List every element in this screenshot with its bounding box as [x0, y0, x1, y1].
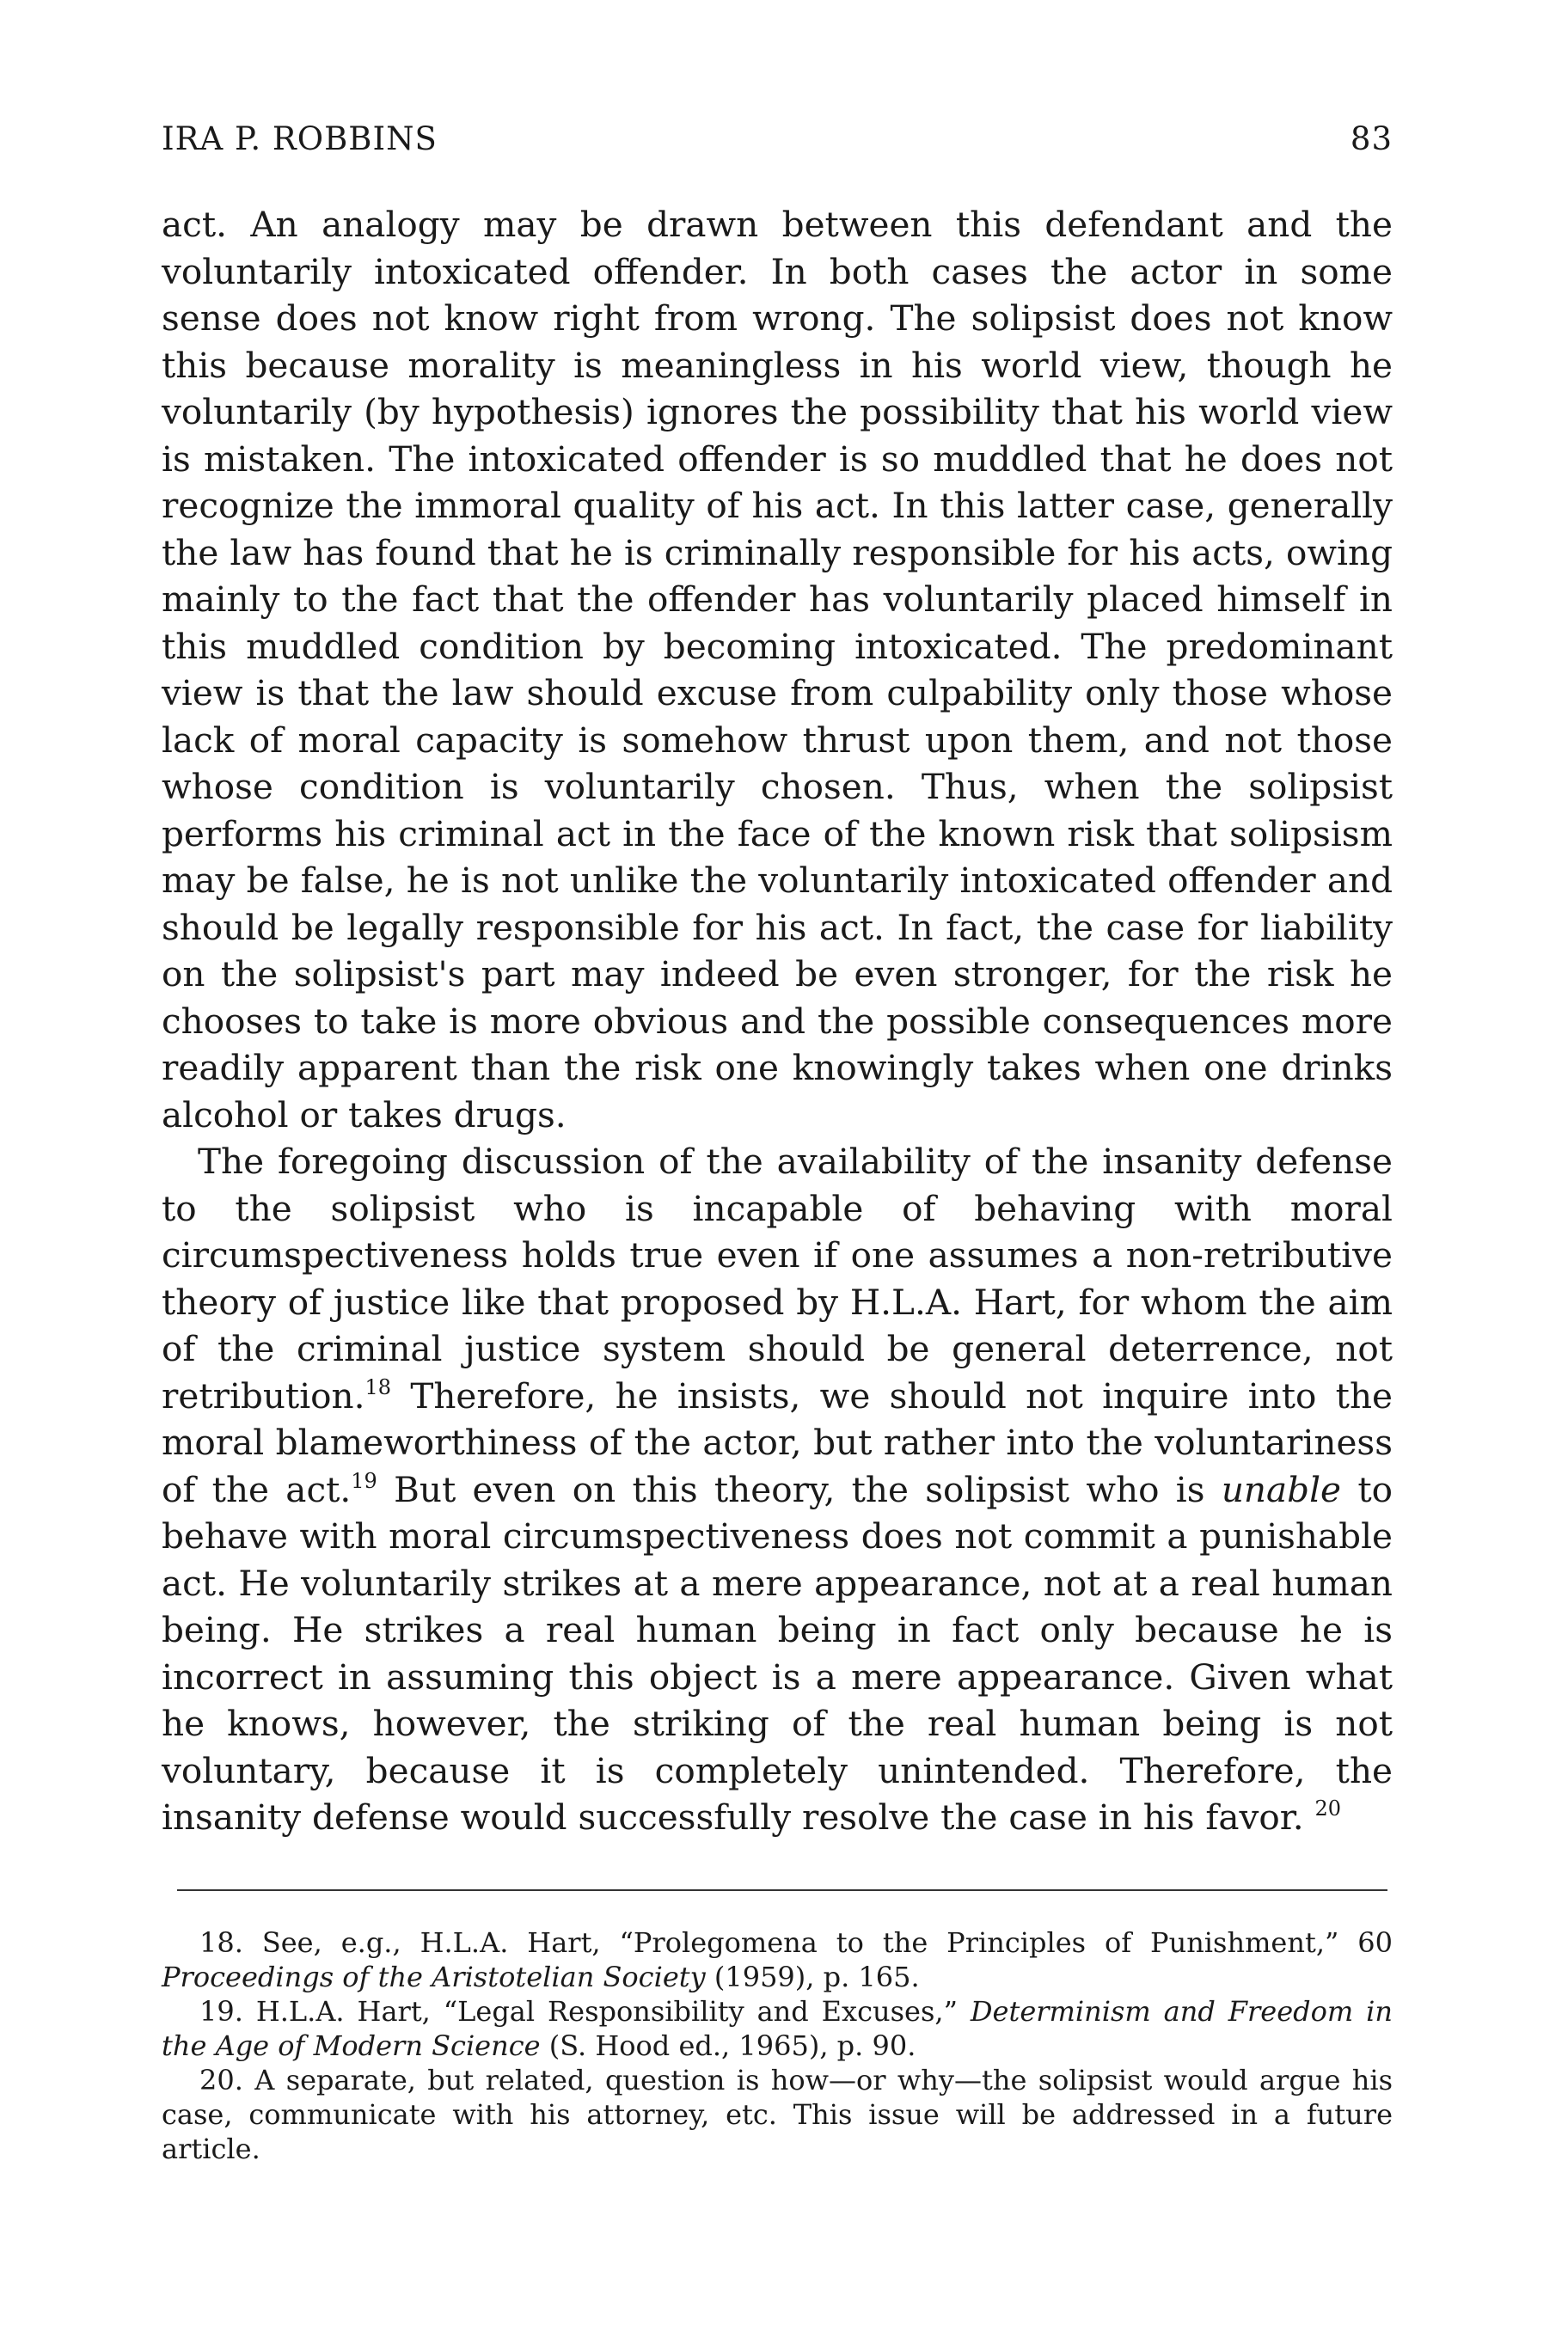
- footnote-19-text-b: (S. Hood ed., 1965), p. 90.: [540, 2029, 916, 2062]
- paragraph-2: [162, 1138, 1393, 1841]
- footnote-18-text-a: 18. See, e.g., H.L.A. Hart, “Prolegomena to the Principles of Punishment,” 60: [199, 1925, 1393, 1959]
- footnotes: [162, 1925, 1393, 2166]
- page-number: 83: [1350, 120, 1393, 157]
- paragraph-2-part-a: The foregoing discussion of the availability of the insanity defense to the solipsist who is incapable of behaving with moral circumspectiveness holds true even if one assumes a non-retributive theory of justice like that proposed by H.L.A. Hart, for whom the aim of the criminal justice system should be general deterrence, not retribution.: [162, 1141, 1393, 1417]
- footnote-ref-19: 19: [351, 1468, 377, 1493]
- footnote-divider: [177, 1889, 1387, 1891]
- footnote-19-text-a: 19. H.L.A. Hart, “Legal Responsibility and Excuses,”: [199, 1994, 971, 2028]
- paragraph-2-part-d: to behave with moral circumspectiveness does not commit a punishable act. He voluntarily strikes at a mere appearance, not at a real human being. He strikes a real human being in fact only because he is incorrect in assuming this object is a mere appearance. Given what he knows, however, the striking of the real human being is not voluntary, because it is completely unintended. Therefore, the insanity defense would successfully resolve the case in his favor.: [162, 1468, 1393, 1838]
- footnote-20: 20. A separate, but related, question is how—or why—the solipsist would argue his case, communicate with his attorney, etc. This issue will be addressed in a future article.: [162, 2063, 1393, 2165]
- page: [162, 120, 1393, 2166]
- paragraph-1: act. An analogy may be drawn between this defendant and the voluntarily intoxicated offender. In both cases the actor in some sense does not know right from wrong. The solipsist does not know this because morality is meaningless in his world view, though he voluntarily (by hypothesis) ignores the possibility that his world view is mistaken. The intoxicated offender is so muddled that he does not recognize the immoral quality of his act. In this latter case, generally the law has found that he is criminally responsible for his acts, owing mainly to the fact that the offender has voluntarily placed himself in this muddled condition by becoming intoxicated. The predominant view is that the law should excuse from culpability only those whose lack of moral capacity is somehow thrust upon them, and not those whose condition is voluntarily chosen. Thus, when the solipsist performs his criminal act in the face of the known risk that solipsism may be false, he is not unlike the voluntarily intoxicated offender and should be legally responsible for his act. In fact, the case for liability on the solipsist's part may indeed be even stronger, for the risk he chooses to take is more obvious and the possible consequences more readily apparent than the risk one knowingly takes when one drinks alcohol or takes drugs.: [162, 204, 1393, 1135]
- footnote-18: [162, 1925, 1393, 1994]
- running-header: [162, 120, 1393, 172]
- running-title: IRA P. ROBBINS: [162, 120, 438, 157]
- footnote-18-title: Proceedings of the Aristotelian Society: [162, 1960, 706, 1993]
- body-text: [162, 201, 1393, 1841]
- paragraph-2-part-b: Therefore, he insists, we should not inquire into the moral blameworthiness of the actor, but rather into the voluntariness of the act.: [162, 1374, 1393, 1510]
- footnote-18-text-b: (1959), p. 165.: [705, 1960, 920, 1993]
- footnote-19-title: Determinism and Freedom in the Age of Modern Science: [162, 1994, 1393, 2062]
- footnote-19: [162, 1994, 1393, 2063]
- paragraph-2-part-c: But even on this theory, the solipsist who is: [377, 1468, 1222, 1510]
- footnote-ref-20: 20: [1314, 1796, 1342, 1821]
- emphasis-unable: unable: [1221, 1468, 1342, 1510]
- footnote-ref-18: 18: [364, 1374, 392, 1399]
